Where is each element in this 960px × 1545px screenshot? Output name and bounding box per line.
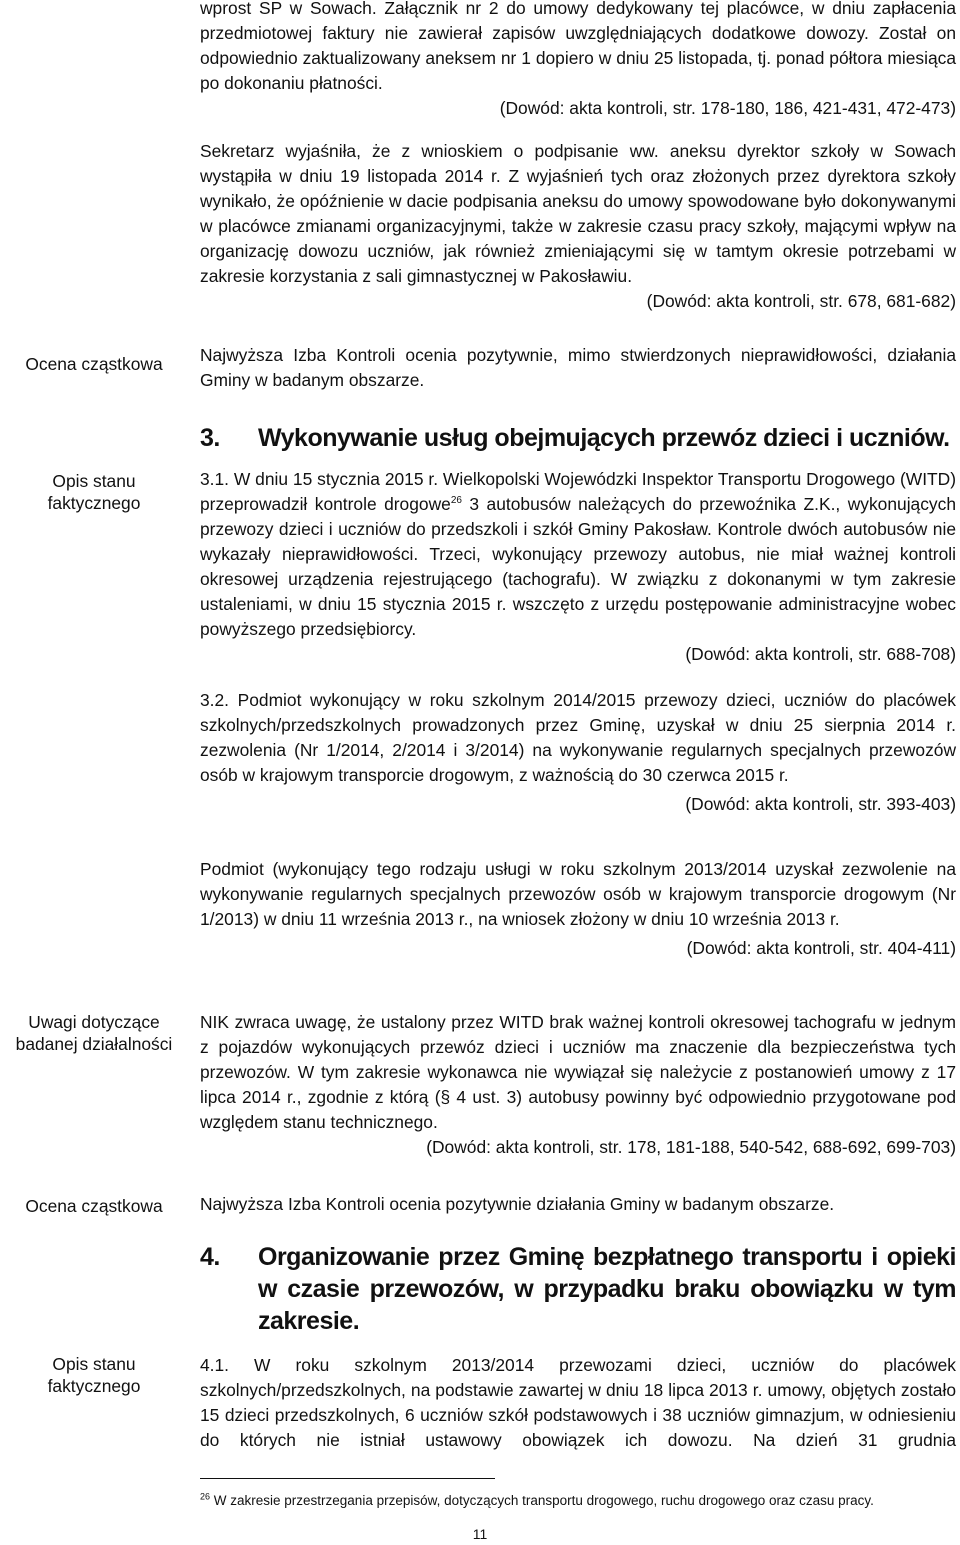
ocena-2-block <box>200 1192 956 1217</box>
section-3-number: 3. <box>200 424 220 452</box>
footnote <box>200 1492 874 1510</box>
side-opis-2-line2: faktycznego <box>47 1376 141 1396</box>
side-ocena-2 <box>0 1195 188 1217</box>
footnote-text: W zakresie przestrzegania przepisów, dotyczących transportu drogowego, ruchu drogowego oraz czasu pracy. <box>210 1493 874 1508</box>
section-4-number: 4. <box>200 1243 220 1271</box>
section-3-2-block <box>200 688 956 817</box>
side-uwagi <box>0 1011 188 1055</box>
uwagi-paragraph: NIK zwraca uwagę, że ustalony przez WITD brak ważnej kontroli okresowej tachografu w jednym z pojazdów wykonujących przewóz dzieci i uczniów ma znaczenie dla bezpieczeństwa tych przewozów. W tym zakresie wykonawca nie wywiązał się należycie z postanowień umowy z 17 lipca 2014 r., zgodnie z którą (§ 4 ust. 3) autobusy powinny być odpowiednio przygotowane pod względem stanu technicznego. <box>200 1012 956 1132</box>
side-opis-1-line1: Opis stanu <box>52 471 136 491</box>
section-4-heading <box>200 1241 956 1337</box>
footnote-ref-26[interactable]: 26 <box>450 495 462 507</box>
footnote-rule <box>200 1478 495 1479</box>
section-4-title: Organizowanie przez Gminę bezpłatnego transportu i opieki w czasie przewozów, w przypadku braku obowiązku w tym zakresie. <box>258 1243 956 1335</box>
section-4-1-block <box>200 1353 956 1453</box>
uwagi-block <box>200 1010 956 1160</box>
section-3-3-paragraph: Podmiot (wykonujący tego rodzaju usługi w roku szkolnym 2013/2014 uzyskał zezwolenie na wykonywanie regularnych specjalnych przewozów osób w krajowym transporcie drogowym (Nr 1/2013) w dniu 11 września 2013 r., na wniosek złożony w dniu 10 września 2013 r. <box>200 859 956 929</box>
section-3-1-evidence: (Dowód: akta kontroli, str. 688-708) <box>685 644 956 664</box>
section-3-3-evidence: (Dowód: akta kontroli, str. 404-411) <box>686 938 956 958</box>
intro-block <box>200 0 956 121</box>
side-opis-1 <box>0 470 188 514</box>
side-uwagi-line1: Uwagi dotyczące <box>28 1012 160 1032</box>
page-number: 11 <box>472 1526 488 1542</box>
section-3-title: Wykonywanie usług obejmujących przewóz dzieci i uczniów. <box>258 424 950 452</box>
side-ocena-1-label: Ocena cząstkowa <box>25 354 163 374</box>
ocena-1-text: Najwyższa Izba Kontroli ocenia pozytywnie, mimo stwierdzonych nieprawidłowości, działania Gminy w badanym obszarze. <box>200 345 956 390</box>
section-3-1-paragraph <box>200 467 956 642</box>
secretary-evidence: (Dowód: akta kontroli, str. 678, 681-682) <box>646 291 956 311</box>
side-opis-1-line2: faktycznego <box>47 493 141 513</box>
section-3-2-paragraph: 3.2. Podmiot wykonujący w roku szkolnym 2014/2015 przewozy dzieci, uczniów do placówek szkolnych/przedszkolnych prowadzonych przez Gminę, uzyskał w dniu 25 sierpnia 2014 r. zezwolenia (Nr 1/2014, 2/2014 i 3/2014) na wykonywanie regularnych specjalnych przewozów osób w krajowym transporcie drogowym, z ważnością do 30 czerwca 2015 r. <box>200 690 956 785</box>
ocena-2-text: Najwyższa Izba Kontroli ocenia pozytywnie działania Gminy w badanym obszarze. <box>200 1194 835 1214</box>
ocena-1-block <box>200 343 956 393</box>
side-uwagi-line2: badanej działalności <box>15 1034 173 1054</box>
intro-paragraph: wprost SP w Sowach. Załącznik nr 2 do umowy dedykowany tej placówce, w dniu zapłacenia przedmiotowej faktury nie zawierał zapisów uwzględniających dodatkowe dowozy. Został on odpowiednio zaktualizowany aneksem nr 1 dopiero w dniu 25 listopada, tj. ponad półtora miesiąca po dokonaniu płatności. <box>200 0 956 93</box>
section-3-2-evidence: (Dowód: akta kontroli, str. 393-403) <box>685 794 956 814</box>
section-3-1-text-b: 3 autobusów należących do przewoźnika Z.K., wykonujących przewozy dzieci i uczniów do przedszkoli i szkół Gminy Pakosław. Kontrole dwóch autobusów nie wykazały nieprawidłowości. Trzeci, wykonujący przewozy autobus, nie miał ważnej kontroli okresowej urządzenia rejestrującego (tachografu). W związku z dokonanymi w tym zakresie ustaleniami, w dniu 15 stycznia 2015 r. wszczęto z urzędu postępowanie administracyjne wobec powyższego przedsiębiorcy. <box>200 494 956 639</box>
uwagi-evidence: (Dowód: akta kontroli, str. 178, 181-188, 540-542, 688-692, 699-703) <box>426 1137 956 1157</box>
secretary-block <box>200 139 956 314</box>
intro-evidence: (Dowód: akta kontroli, str. 178-180, 186, 421-431, 472-473) <box>499 98 956 118</box>
secretary-paragraph: Sekretarz wyjaśniła, że z wnioskiem o podpisanie ww. aneksu dyrektor szkoły w Sowach wystąpiła w dniu 19 listopada 2014 r. Z wyjaśnień tych oraz złożonych przez dyrektora szkoły wynikało, że opóźnienie w dacie podpisania aneksu do umowy spowodowane było dokonywanymi w placówce zmianami organizacyjnymi, także w zakresie czasu pracy szkoły, mającymi wpływ na organizację dowozu uczniów, jak również zmieniającymi się w tamtym okresie potrzebami w zakresie korzystania z sali gimnastycznej w Pakosławiu. <box>200 141 956 286</box>
section-3-1-text-a: 3.1. W dniu 15 stycznia 2015 r. Wielkopolski Wojewódzki Inspektor Transportu Drogowego (WITD) przeprowadził kontrole drogowe <box>200 469 956 514</box>
footnote-number: 26 <box>200 1491 211 1502</box>
section-4-1-paragraph: 4.1. W roku szkolnym 2013/2014 przewozami dzieci, uczniów do placówek szkolnych/przedszkolnych, na podstawie zawartej w dniu 18 lipca 2013 r. umowy, objętych zostało 15 dzieci przedszkolnych, 6 uczniów szkół podstawowych i 38 uczniów gimnazjum, w odniesieniu do których nie istniał ustawowy obowiązek ich dowozu. Na dzień 31 grudnia <box>200 1355 956 1450</box>
side-ocena-2-label: Ocena cząstkowa <box>25 1196 163 1216</box>
section-3-3-block <box>200 857 956 961</box>
side-opis-2 <box>0 1353 188 1397</box>
side-ocena-1 <box>0 353 188 375</box>
section-3-1-block <box>200 467 956 667</box>
section-3-heading <box>200 422 956 454</box>
side-opis-2-line1: Opis stanu <box>52 1354 136 1374</box>
